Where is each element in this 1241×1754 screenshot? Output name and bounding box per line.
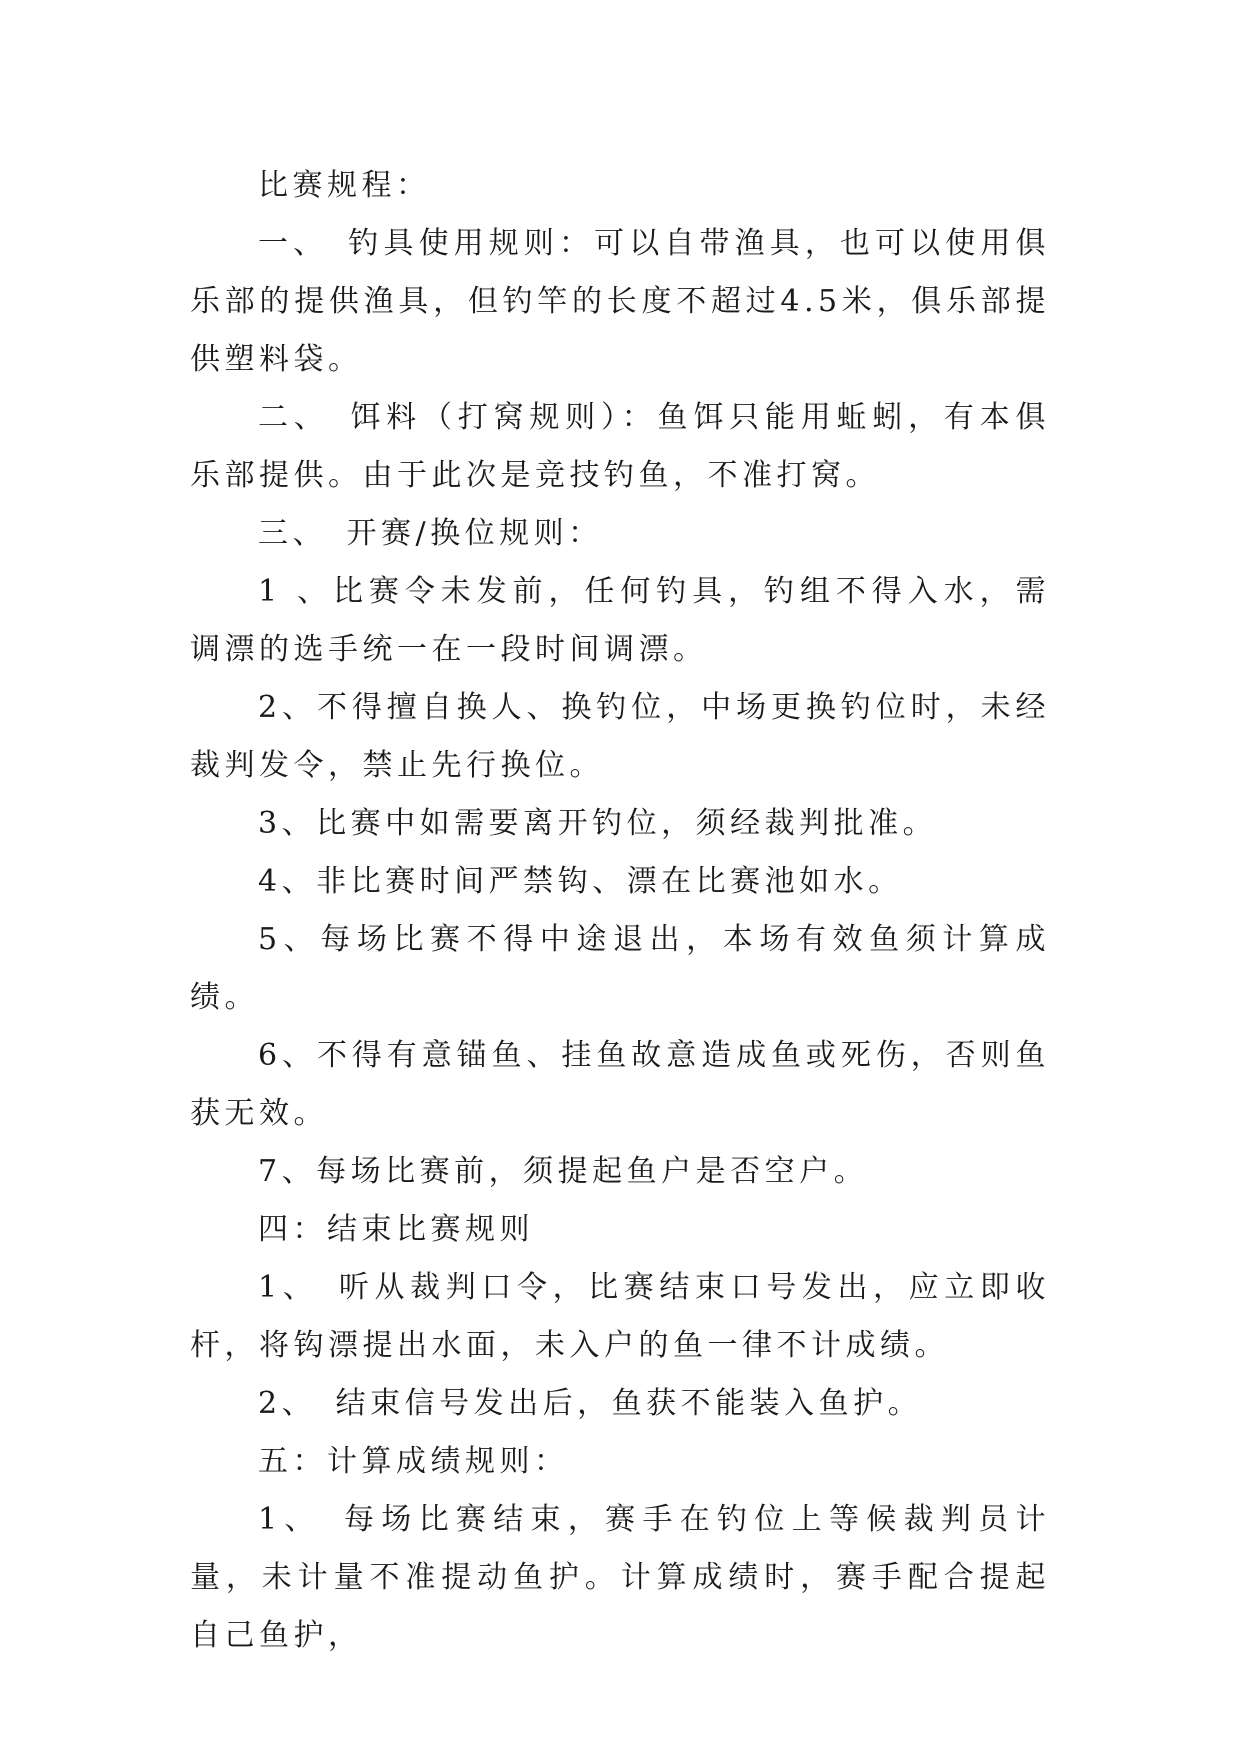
paragraph-start-rule-7: 7、每场比赛前，须提起鱼户是否空户。 (258, 1154, 869, 1189)
paragraph-end-rule-1: 1、 听从裁判口令，比赛结束口号发出，应立即收杆，将钩漂提出水面，未入户的鱼一律不计成绩。 (190, 1270, 1050, 1363)
paragraph-start-rule-1: 1 、比赛令未发前，任何钓具，钓组不得入水，需调漂的选手统一在一段时间调漂。 (190, 574, 1050, 667)
paragraph-tackle-rules: 一、 钓具使用规则：可以自带渔具，也可以使用俱乐部的提供渔具，但钓竿的长度不超过4.5米，俱乐部提供塑料袋。 (190, 226, 1050, 377)
paragraph-start-switch-heading: 三、 开赛/换位规则： (258, 516, 603, 551)
paragraph-end-rule-2: 2、 结束信号发出后，鱼获不能装入鱼护。 (258, 1386, 923, 1421)
section-heading-rules: 比赛规程： (258, 168, 431, 203)
paragraph-bait-rules: 二、 饵料（打窝规则）：鱼饵只能用蚯蚓，有本俱乐部提供。由于此次是竞技钓鱼，不准打窝。 (190, 400, 1050, 493)
paragraph-scoring-rule-1: 1、 每场比赛结束，赛手在钓位上等候裁判员计量，未计量不准提动鱼护。计算成绩时，赛手配合提起自己鱼护， (190, 1502, 1050, 1653)
paragraph-start-rule-6: 6、不得有意锚鱼、挂鱼故意造成鱼或死伤，否则鱼获无效。 (190, 1038, 1050, 1131)
paragraph-end-heading: 四：结束比赛规则 (258, 1212, 534, 1247)
document-body (190, 157, 1050, 1665)
paragraph-start-rule-4: 4、非比赛时间严禁钩、漂在比赛池如水。 (258, 864, 903, 899)
paragraph-start-rule-2: 2、不得擅自换人、换钓位，中场更换钓位时，未经裁判发令，禁止先行换位。 (190, 690, 1050, 783)
paragraph-start-rule-5: 5、每场比赛不得中途退出，本场有效鱼须计算成绩。 (190, 922, 1050, 1015)
paragraph-start-rule-3: 3、比赛中如需要离开钓位，须经裁判批准。 (258, 806, 938, 841)
paragraph-scoring-heading: 五：计算成绩规则： (258, 1444, 569, 1479)
